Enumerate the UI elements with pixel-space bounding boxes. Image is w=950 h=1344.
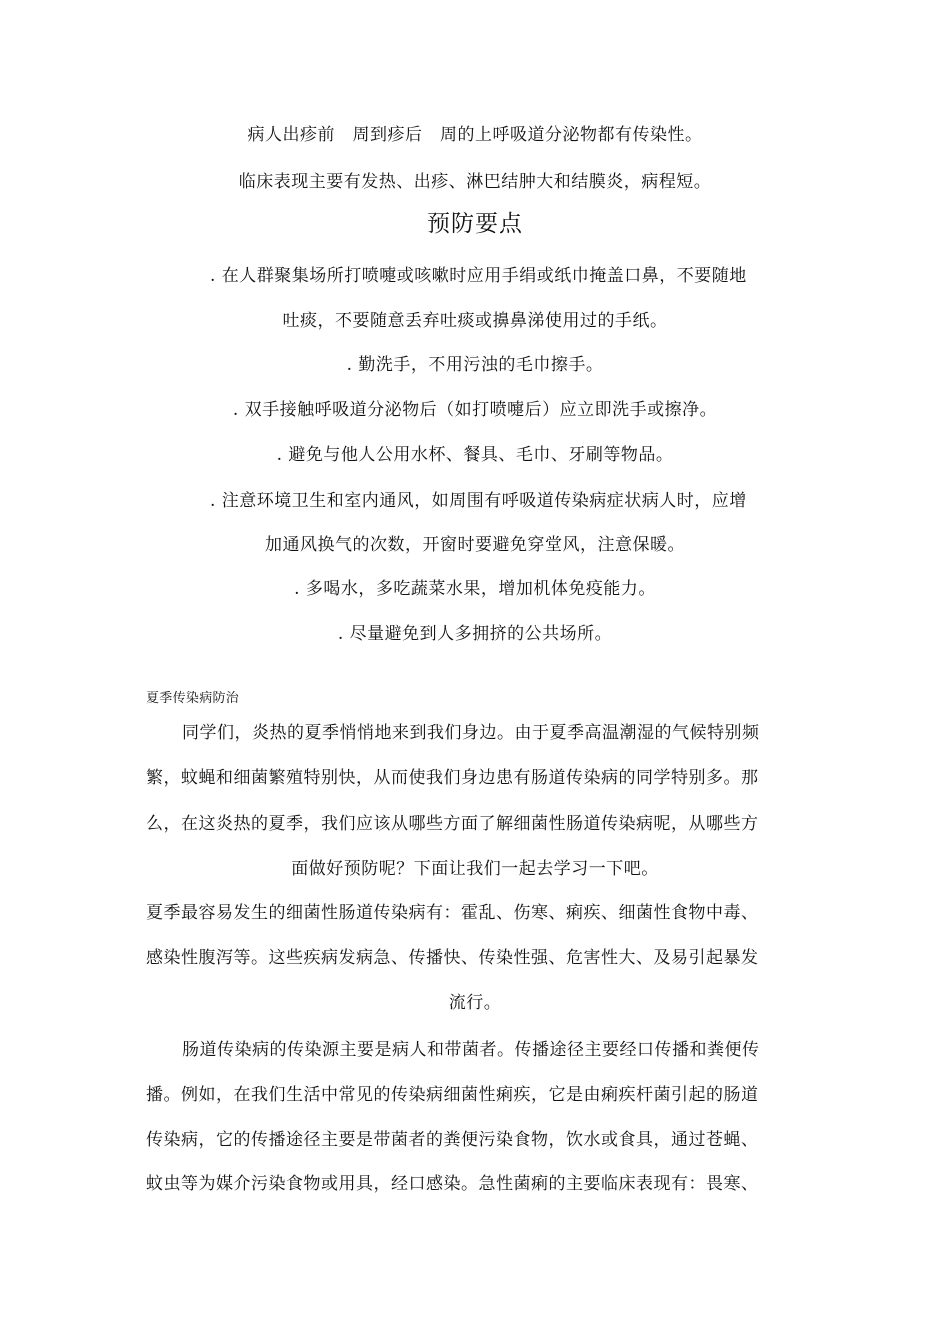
prevention-line-9: . 尽量避免到人多拥挤的公共场所。 [337, 624, 613, 644]
summer-para1-line-3: 么，在这炎热的夏季，我们应该从哪些方面了解细菌性肠道传染病呢，从哪些方 [146, 814, 759, 834]
prevention-line-4: . 双手接触呼吸道分泌物后（如打喷嚏后）应立即洗手或擦净。 [232, 400, 718, 420]
summer-para3-line-1: 肠道传染病的传染源主要是病人和带菌者。传播途径主要经口传播和粪便传 [182, 1040, 760, 1060]
summer-para2-line-3: 流行。 [448, 993, 502, 1013]
summer-para3-line-2: 播。例如，在我们生活中常见的传染病细菌性痢疾，它是由痢疾杆菌引起的肠道 [146, 1085, 759, 1105]
prevention-line-5: . 避免与他人公用水杯、餐具、毛巾、牙刷等物品。 [276, 445, 674, 465]
prevention-line-7: 加通风换气的次数，开窗时要避免穿堂风，注意保暖。 [265, 535, 685, 555]
summer-para3-line-3: 传染病，它的传播途径主要是带菌者的粪便污染食物，饮水或食具，通过苍蝇、 [146, 1130, 759, 1150]
summer-para2-line-1: 夏季最容易发生的细菌性肠道传染病有：霍乱、伤寒、痢疾、细菌性食物中毒、 [146, 903, 759, 923]
prevention-line-2: 吐痰，不要随意丢弃吐痰或擤鼻涕使用过的手纸。 [282, 311, 668, 331]
summer-para3-line-4: 蚊虫等为媒介污染食物或用具，经口感染。急性菌痢的主要临床表现有：畏寒、 [146, 1174, 759, 1194]
intro-line-1: 病人出疹前 周到疹后 周的上呼吸道分泌物都有传染性。 [247, 125, 703, 145]
prevention-heading: 预防要点 [427, 211, 523, 237]
prevention-line-6: . 注意环境卫生和室内通风，如周围有呼吸道传染病症状病人时，应增 [210, 491, 747, 511]
summer-para1-line-1: 同学们，炎热的夏季悄悄地来到我们身边。由于夏季高温潮湿的气候特别频 [182, 723, 760, 743]
summer-para1-line-2: 繁，蚊蝇和细菌繁殖特别快，从而使我们身边患有肠道传染病的同学特别多。那 [146, 768, 759, 788]
summer-heading: 夏季传染病防治 [146, 691, 240, 706]
prevention-line-3: . 勤洗手，不用污浊的毛巾擦手。 [346, 355, 604, 375]
prevention-line-1: . 在人群聚集场所打喷嚏或咳嗽时应用手绢或纸巾掩盖口鼻，不要随地 [210, 266, 747, 286]
prevention-line-8: . 多喝水，多吃蔬菜水果，增加机体免疫能力。 [294, 579, 656, 599]
summer-para2-line-2: 感染性腹泻等。这些疾病发病急、传播快、传染性强、危害性大、及易引起暴发 [146, 948, 759, 968]
summer-para1-line-4: 面做好预防呢？下面让我们一起去学习一下吧。 [291, 859, 659, 879]
intro-line-2: 临床表现主要有发热、出疹、淋巴结肿大和结膜炎，病程短。 [238, 172, 712, 192]
